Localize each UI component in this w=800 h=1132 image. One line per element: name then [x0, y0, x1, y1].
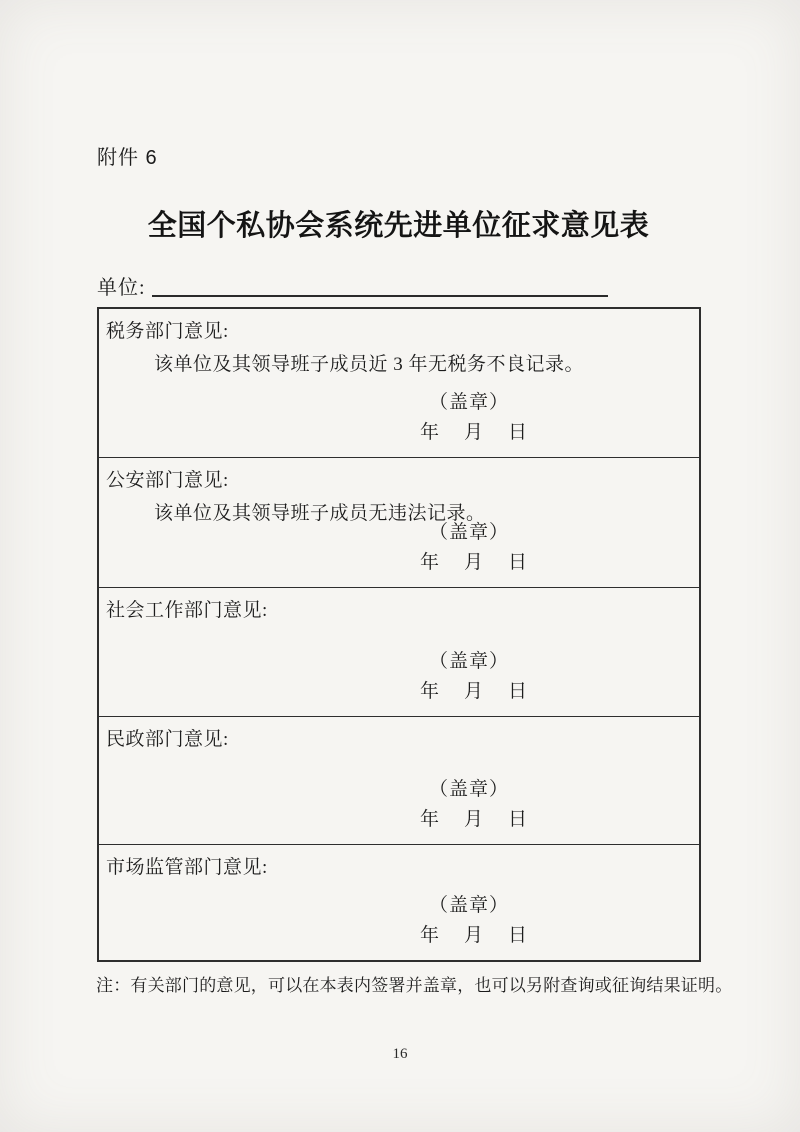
date-placeholder: 年 月 日	[420, 422, 531, 443]
row-body-public-security-department: 该单位及其领导班子成员无违法记录。	[154, 503, 486, 524]
stamp-block	[420, 775, 530, 835]
row-label-market-regulation-department: 市场监管部门意见:	[106, 857, 268, 878]
attachment-number-label: 附件 6	[97, 147, 158, 169]
date-placeholder: 年 月 日	[420, 681, 531, 702]
document-title: 全国个私协会系统先进单位征求意见表	[147, 210, 650, 242]
date-placeholder: 年 月 日	[420, 552, 531, 573]
seal-placeholder: （盖章）	[429, 522, 510, 543]
row-label-civil-affairs-department: 民政部门意见:	[106, 729, 229, 750]
date-placeholder: 年 月 日	[420, 809, 531, 830]
footnote: 注：有关部门的意见，可以在本表内签署并盖章，也可以另附查询或征询结果证明。	[96, 976, 733, 995]
stamp-block	[420, 891, 530, 951]
page-number: 16	[392, 1046, 408, 1062]
date-placeholder: 年 月 日	[420, 925, 531, 946]
seal-placeholder: （盖章）	[429, 392, 510, 413]
row-label-public-security-department: 公安部门意见:	[106, 470, 229, 491]
stamp-block	[420, 388, 530, 448]
table-row-civil-affairs-department	[99, 717, 699, 845]
seal-placeholder: （盖章）	[429, 779, 510, 800]
seal-placeholder: （盖章）	[429, 895, 510, 916]
unit-fill-in-line	[152, 271, 608, 297]
row-body-tax-department: 该单位及其领导班子成员近 3 年无税务不良记录。	[154, 354, 585, 375]
table-row-social-work-department	[99, 588, 699, 717]
row-label-tax-department: 税务部门意见:	[106, 321, 229, 342]
table-row-market-regulation-department	[99, 845, 699, 960]
seal-placeholder: （盖章）	[429, 651, 510, 672]
table-row-tax-department	[99, 309, 699, 458]
unit-field-label: 单位:	[97, 277, 146, 299]
row-label-social-work-department: 社会工作部门意见:	[106, 600, 268, 621]
table-row-public-security-department	[99, 458, 699, 588]
stamp-block	[420, 647, 530, 707]
opinion-form-table	[97, 307, 701, 962]
stamp-block	[420, 518, 530, 578]
unit-field-row	[97, 271, 700, 300]
